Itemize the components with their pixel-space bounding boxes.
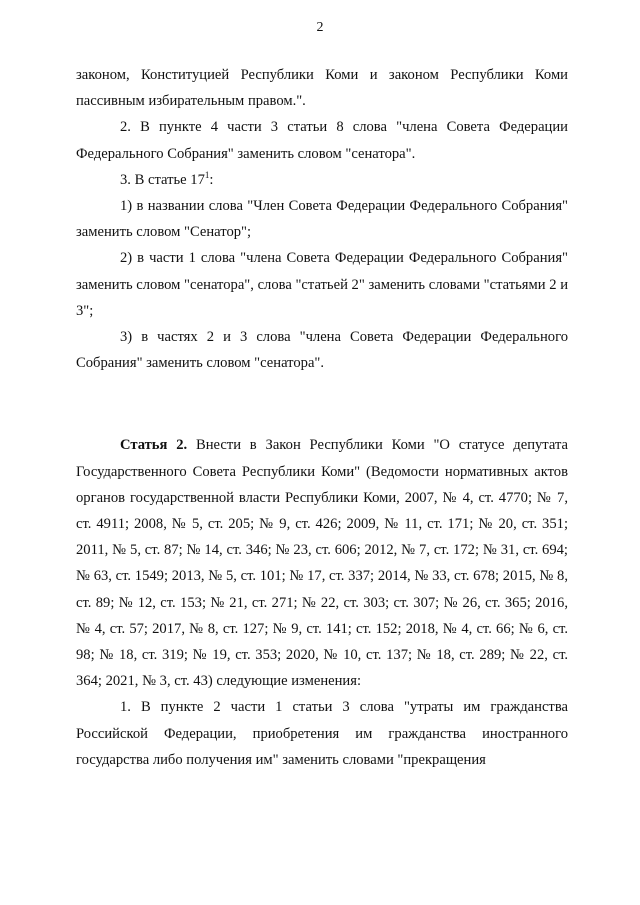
article-2-item-1: 1. В пункте 2 части 1 статьи 3 слова "утраты им гражданства Российской Федерации, приобретения им гражданства иностранного государства либо получения им" заменить словами "прекращения xyxy=(76,699,568,768)
document-body xyxy=(76,62,568,773)
paragraph-item-3-tail: : xyxy=(209,171,214,188)
article-2-paragraph xyxy=(76,432,568,694)
list-item-1: 1) в названии слова "Член Совета Федерации Федерального Собрания" заменить словом "Сенатор"; xyxy=(76,198,568,241)
paragraph-item-3 xyxy=(76,167,568,193)
article-spacer xyxy=(76,376,568,432)
list-item-3: 3) в частях 2 и 3 слова "члена Совета Федерации Федерального Собрания" заменить словом "сенатора". xyxy=(76,329,568,372)
article-2-heading: Статья 2. xyxy=(120,437,188,454)
article-2-text: Внести в Закон Республики Коми "О статусе депутата Государственного Совета Республики Коми" (Ведомости нормативных актов органов государственной власти Республики Коми, 2007, № 4, ст. 4770; № 7, ст. 4911; 2008, № 5, ст. 205; № 9, ст. 426; 2009, № 11, ст. 171; № 20, ст. 351; 2011, № 5, ст. 87; № 14, ст. 346; № 23, ст. 606; 2012, № 7, ст. 172; № 31, ст. 694; № 63, ст. 1549; 2013, № 5, ст. 101; № 17, ст. 337; 2014, № 33, ст. 678; 2015, № 8, ст. 89; № 12, ст. 153; № 21, ст. 271; № 22, ст. 303; ст. 307; № 26, ст. 365; 2016, № 4, ст. 57; 2017, № 8, ст. 127; № 9, ст. 141; ст. 152; 2018, № 4, ст. 66; № 6, ст. 98; № 18, ст. 319; № 19, ст. 353; 2020, № 10, ст. 137; № 18, ст. 289; № 22, ст. 364; 2021, № 3, ст. 43) следующие изменения: xyxy=(76,437,568,690)
superscript: 1 xyxy=(204,169,210,180)
paragraph-item-3-text: 3. В статье 17 xyxy=(120,171,205,188)
page-number: 2 xyxy=(316,20,324,35)
paragraph-continuation: законом, Конституцией Республики Коми и законом Республики Коми пассивным избирательным правом.". xyxy=(76,67,568,110)
list-item-2: 2) в части 1 слова "члена Совета Федерации Федерального Собрания" заменить словом "сенатора", слова "статьей 2" заменить словами "статьями 2 и 3"; xyxy=(76,250,568,319)
paragraph-item-2: 2. В пункте 4 части 3 статьи 8 слова "члена Совета Федерации Федерального Собрания" заменить словом "сенатора". xyxy=(76,119,568,162)
